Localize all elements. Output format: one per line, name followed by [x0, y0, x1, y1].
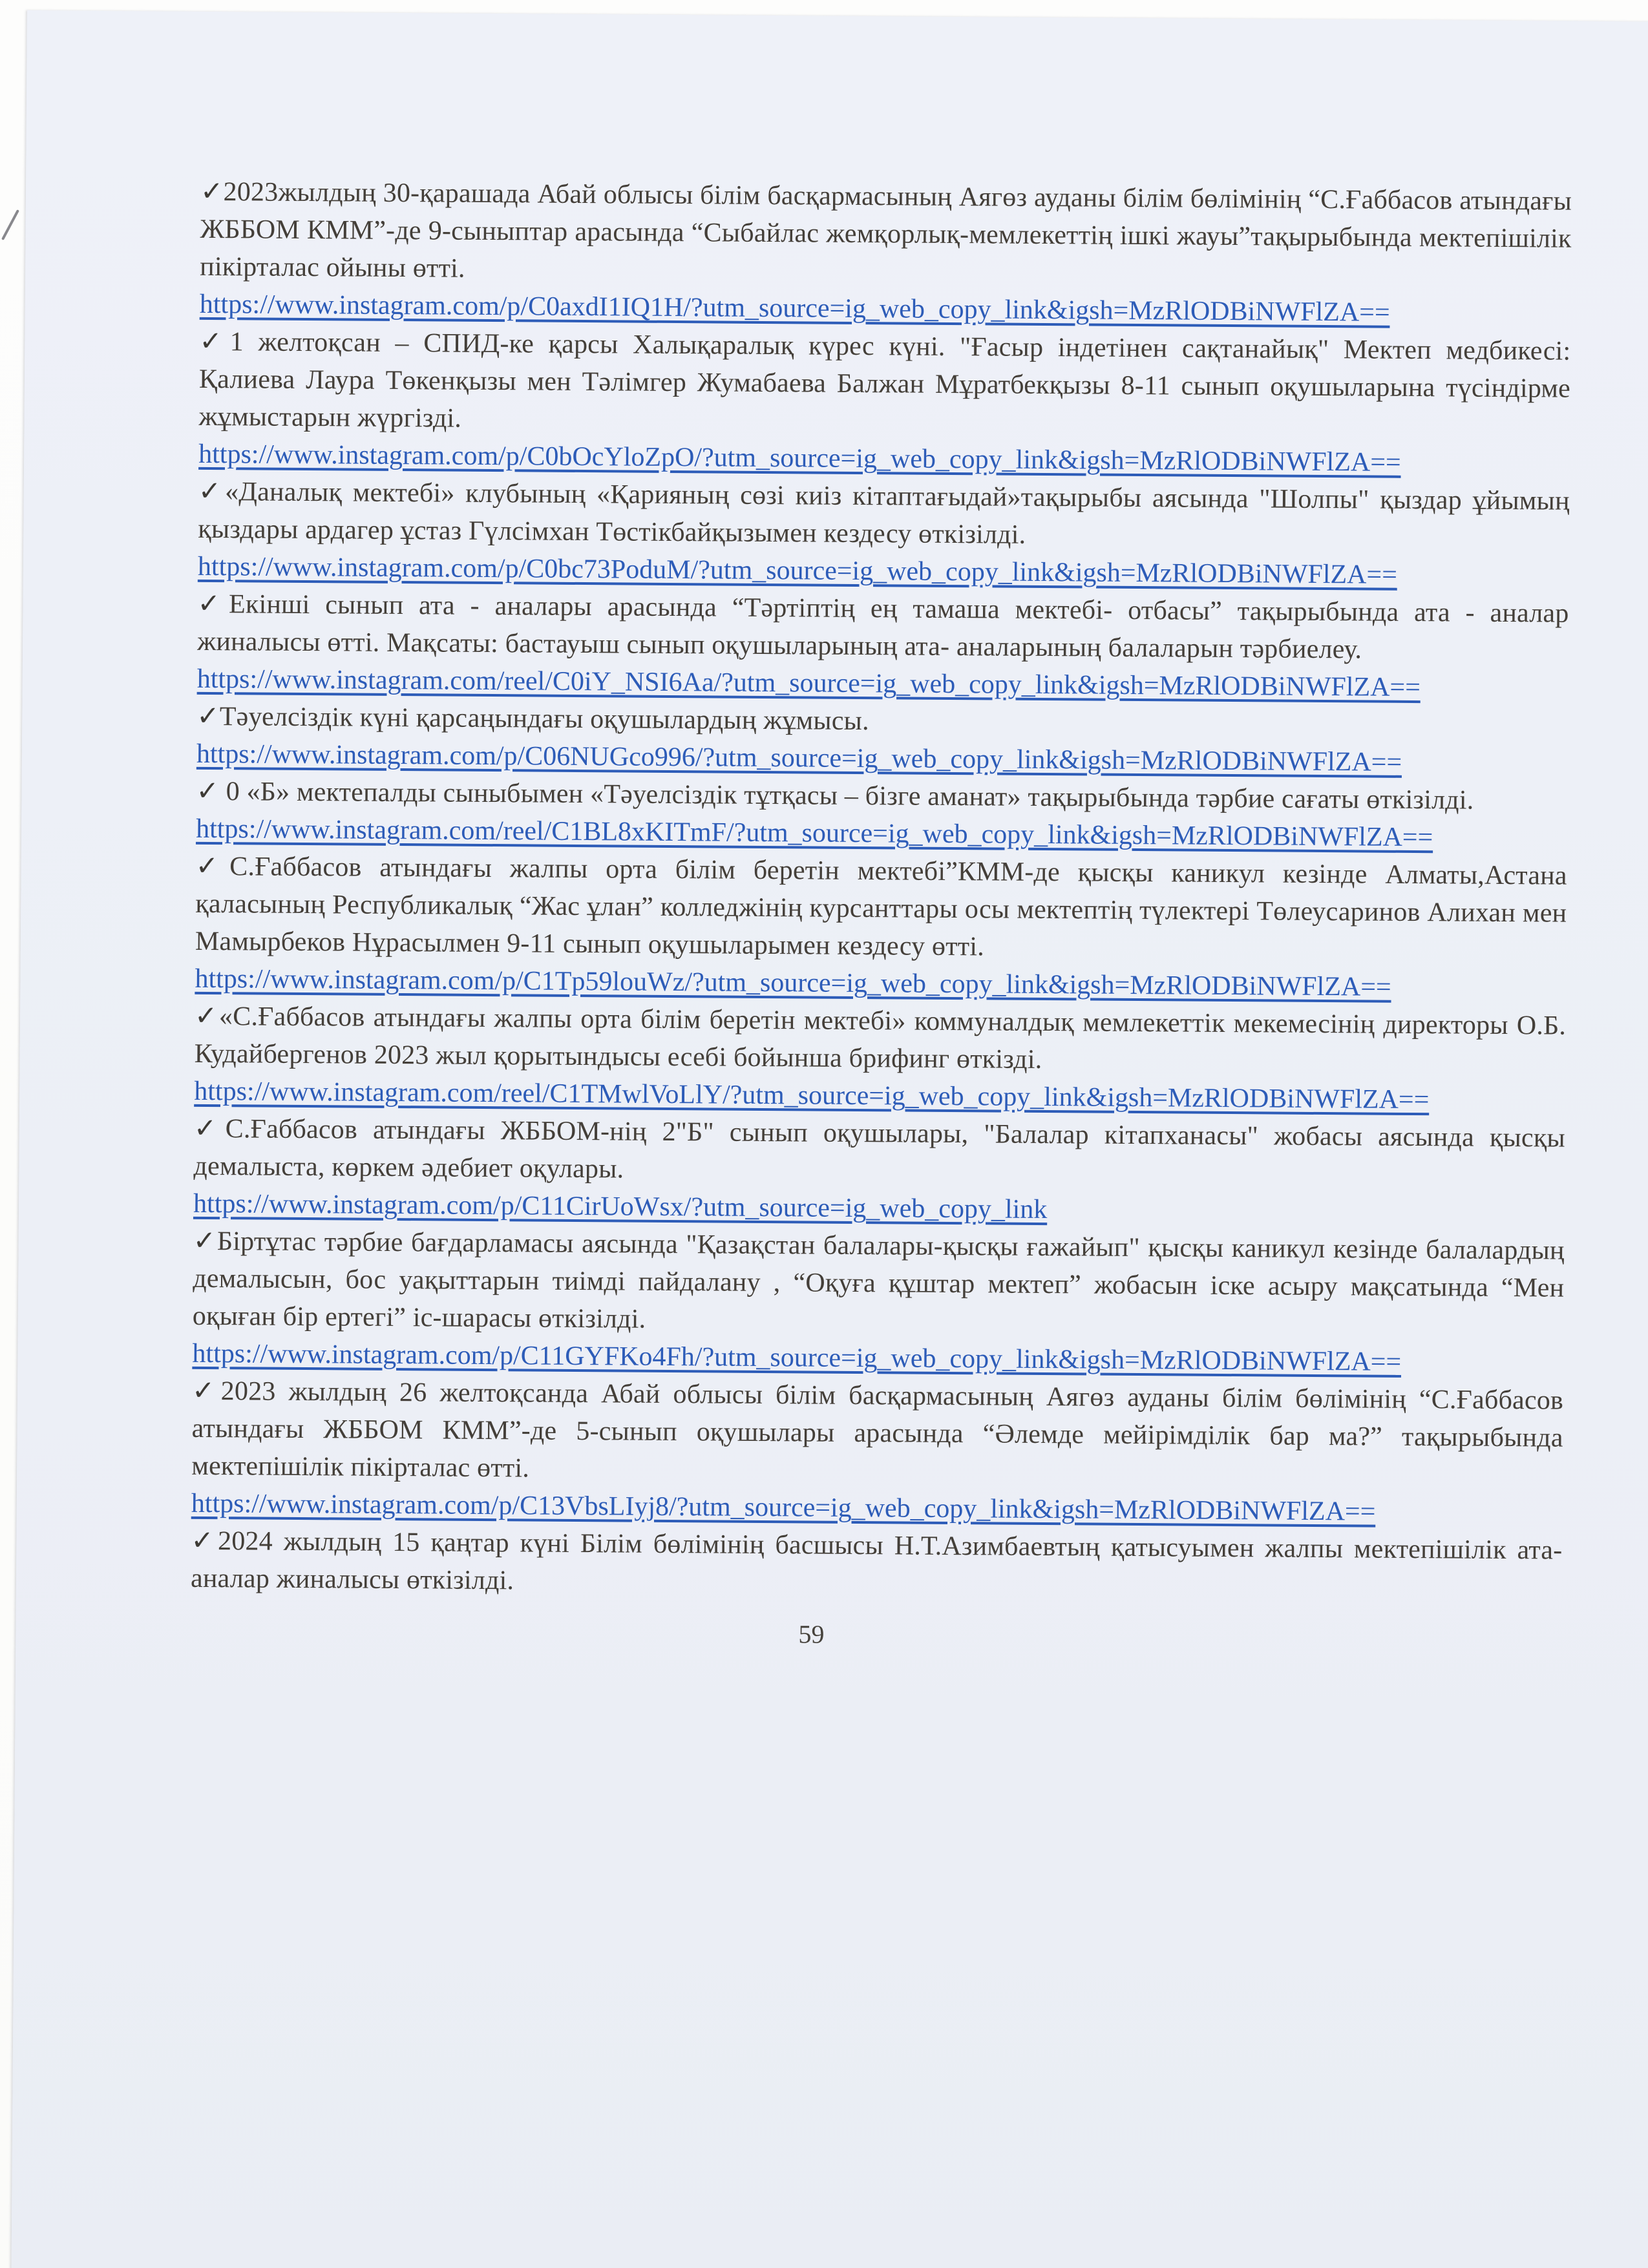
instagram-link[interactable]: https://www.instagram.com/reel/C1BL8xKITmF/?utm_source=ig_web_copy_link&igsh=MzRlODBiNWFlZA== [196, 814, 1433, 853]
instagram-link[interactable]: https://www.instagram.com/p/C1Tp59louWz/?utm_source=ig_web_copy_link&igsh=MzRlODBiNWFlZA== [195, 963, 1391, 1002]
event-paragraph [195, 848, 1567, 970]
instagram-link[interactable]: https://www.instagram.com/p/C0axdI1IQ1H/?utm_source=ig_web_copy_link&igsh=MzRlODBiNWFlZA== [199, 289, 1390, 328]
checkmark-icon: ✓ [196, 776, 226, 807]
instagram-link[interactable]: https://www.instagram.com/p/C13VbsLIyj8/?utm_source=ig_web_copy_link&igsh=MzRlODBiNWFlZA== [191, 1488, 1376, 1527]
event-text: С.Ғаббасов атындағы ЖББОМ-нің 2"Б" сынып оқушылары, "Балалар кітапханасы" жобасы аясында қысқы демалыста, көркем әдебиет оқулары. [193, 1114, 1566, 1184]
checkmark-icon: ✓ [195, 851, 230, 882]
checkmark-icon: ✓ [193, 1113, 226, 1144]
checkmark-icon: ✓ [199, 326, 230, 357]
instagram-link[interactable]: https://www.instagram.com/p/C0bc73PoduM/?utm_source=ig_web_copy_link&igsh=MzRlODBiNWFlZA== [197, 551, 1398, 590]
event-text: «С.Ғаббасов атындағы жалпы орта білім беретін мектебі» коммуналдық мемлекеттік мекемесінің директоры О.Б. Кудайбергенов 2023 жыл қорытындысы есебі бойынша брифинг өткізді. [194, 1002, 1567, 1075]
checkmark-icon: ✓ [197, 589, 229, 620]
event-paragraph [200, 173, 1572, 295]
checkmark-icon: ✓ [194, 1001, 220, 1032]
event-paragraph [197, 585, 1569, 670]
instagram-link[interactable]: https://www.instagram.com/reel/C0iY_NSI6Aa/?utm_source=ig_web_copy_link&igsh=MzRlODBiNWFlZA== [196, 664, 1421, 703]
pen-scan-mark [1, 209, 19, 240]
event-text: «Даналық мектебі» клубының «Қарияның сөзі киіз кітаптағыдай»тақырыбы аясында "Шолпы" қыздар ұйымың қыздары ардагер ұстаз Гүлсімхан Төстікбайқызымен кездесу өткізілді. [198, 477, 1570, 550]
event-text: С.Ғаббасов атындағы жалпы орта білім беретін мектебі”КММ-де қысқы каникул кезінде Алматы,Астана қаласының Республикалық “Жас ұлан” колледжінің курсанттары осы мектептің түлектері Төлеусаринов Алихан мен Мамырбеков Нұрасылмен 9-11 сынып оқушыларымен кездесу өтті. [195, 852, 1567, 962]
event-paragraph [198, 323, 1570, 445]
checkmark-icon: ✓ [191, 1526, 218, 1557]
event-paragraph [193, 1223, 1565, 1345]
checkmark-icon: ✓ [191, 1376, 221, 1407]
event-text: 2024 жылдың 15 қаңтар күні Білім бөлімінің басшысы Н.Т.Азимбаевтың қатысуымен жалпы мектепішілік ата-аналар жиналысы өткізілді. [190, 1526, 1563, 1596]
event-text: 2023 жылдың 26 желтоқсанда Абай облысы білім басқармасының Аягөз ауданы білім бөлімінің “С.Ғаббасов атындағы ЖББОМ КММ”-де 5-сынып оқушылары арасында “Әлемде мейірімділік бар ма?” тақырыбында мектепішілік пікірталас өтті. [191, 1376, 1564, 1484]
checkmark-icon: ✓ [196, 701, 220, 732]
checkmark-icon: ✓ [193, 1226, 218, 1257]
page-number: 59 [798, 1619, 825, 1649]
event-text: 1 желтоқсан – СПИД-ке қарсы Халықаралық күрес күні. "Ғасыр індетінен сақтанайық" Мектеп медбикесі: Қалиева Лаура Төкенқызы мен Тәлімгер Жумабаева Балжан Мұратбекқызы 8-11 сынып оқушыларына түсіндірме жұмыстарын жүргізді. [198, 327, 1571, 434]
instagram-link[interactable]: https://www.instagram.com/p/C11CirUoWsx/?utm_source=ig_web_copy_link [193, 1188, 1048, 1225]
event-paragraph [198, 473, 1570, 558]
event-paragraph [191, 1372, 1563, 1495]
event-text: 0 «Б» мектепалды сыныбымен «Тәуелсіздік тұтқасы – бізге аманат» тақырыбында тәрбие сағаты өткізілді. [226, 777, 1474, 815]
instagram-link[interactable]: https://www.instagram.com/p/C06NUGco996/?utm_source=ig_web_copy_link&igsh=MzRlODBiNWFlZA== [196, 739, 1402, 777]
event-text: Тәуелсіздік күні қарсаңындағы оқушылардың жұмысы. [219, 702, 869, 737]
instagram-link[interactable]: https://www.instagram.com/p/C0bOcYloZpO/?utm_source=ig_web_copy_link&igsh=MzRlODBiNWFlZA== [198, 439, 1401, 478]
instagram-link[interactable]: https://www.instagram.com/p/C11GYFKo4Fh/?utm_source=ig_web_copy_link&igsh=MzRlODBiNWFlZA== [192, 1338, 1402, 1377]
event-paragraph [191, 1522, 1563, 1607]
event-paragraph [193, 1110, 1565, 1195]
event-paragraph [195, 998, 1567, 1082]
checkmark-icon: ✓ [200, 176, 224, 207]
entries-list [191, 173, 1572, 1607]
page-content [190, 173, 1572, 1659]
event-text: Біртұтас тәрбие бағдарламасы аясында "Қазақстан балалары-қысқы ғажайып" қысқы каникул кезінде балалардың демалысын, бос уақыттарын тиімді пайдалану , “Оқуға құштар мектеп” жобасын іске асыру мақсатында “Мен оқыған бір ертегі” іс-шарасы өткізілді. [192, 1226, 1565, 1334]
document-page [11, 10, 1648, 2268]
event-text: Екінші сынып ата - аналары арасында “Тәртіптің ең тамаша мектебі- отбасы” тақырыбында ата - аналар жиналысы өтті. Мақсаты: бастауыш сынып оқушыларының ата- аналарының балаларын тәрбиелеу. [197, 589, 1569, 665]
checkmark-icon: ✓ [198, 476, 226, 507]
event-text: 2023жылдың 30-қарашада Абай облысы білім басқармасының Аягөз ауданы білім бөлімінің “С.Ғаббасов атындағы ЖББОМ КММ”-де 9-сыныптар арасында “Сыбайлас жемқорлық-мемлекеттің ішкі жауы”тақырыбында мектепішілік пікірталас ойыны өтті. [200, 177, 1572, 284]
instagram-link[interactable]: https://www.instagram.com/reel/C1TMwlVoLlY/?utm_source=ig_web_copy_link&igsh=MzRlODBiNWFlZA== [194, 1076, 1430, 1115]
